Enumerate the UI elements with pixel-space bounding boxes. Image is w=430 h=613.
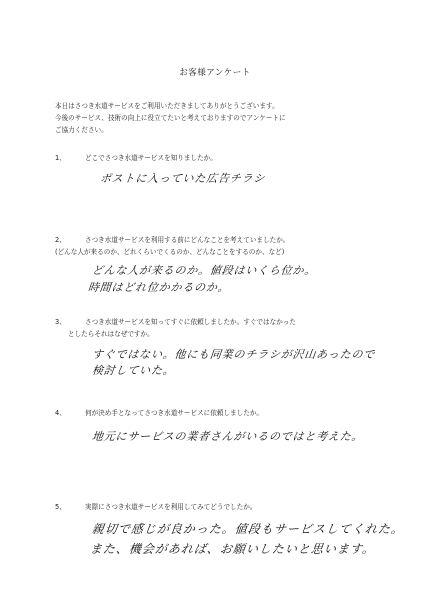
question-1 xyxy=(55,152,217,164)
answer-2-line-1: どんな人が来るのか。値段はいくら位か。 xyxy=(91,264,317,277)
answer-1: ポストに入っていた広告チラシ xyxy=(99,172,266,185)
question-text: さつき水道サービスを利用する前にどんなことを考えていましたか。 xyxy=(85,236,290,244)
question-5 xyxy=(55,501,256,513)
question-number: 5、 xyxy=(55,503,66,511)
question-2 xyxy=(55,234,289,258)
answer-5-line-1: 親切で感じが良かった。値段もサービスしてくれた。 xyxy=(91,522,405,536)
question-text: 何が決め手となってさつき水道サービスに依頼しましたか。 xyxy=(85,409,264,417)
answer-5-line-2: また、機会があれば、お願いしたいと思います。 xyxy=(89,542,376,556)
intro-text xyxy=(55,100,400,136)
intro-line: ご協力ください。 xyxy=(55,126,108,134)
question-text: (どんな人が来るのか、どれくらいでくるのか、どんなことをするのか、など) xyxy=(55,248,285,256)
question-number: 1、 xyxy=(55,154,66,162)
answer-2-line-2: 時間はどれ位かかるのか。 xyxy=(87,281,231,294)
question-text: さつき水道サービスを知ってすぐに依頼しましたか。すぐではなかった xyxy=(85,318,296,326)
question-text: 実際にさつき水道サービスを利用してみてどうでしたか。 xyxy=(85,503,257,511)
question-number: 4、 xyxy=(55,409,66,417)
question-number: 2、 xyxy=(55,236,66,244)
answer-3-line-2: 検討していた。 xyxy=(91,364,176,377)
question-4 xyxy=(55,407,263,419)
question-text: としたらそれはなぜですか。 xyxy=(68,330,154,338)
question-number: 3、 xyxy=(55,318,66,326)
question-3 xyxy=(55,316,296,340)
answer-4: 地元にサービスの業者さんがいるのではと考えた。 xyxy=(91,430,365,443)
answer-3-line-1: すぐではない。他にも同業のチラシが沢山あったので xyxy=(91,348,376,361)
page-title: お客様アンケート xyxy=(179,68,251,78)
intro-line: 本日はさつき水道サービスをご利用いただきましてありがとうございます。 xyxy=(55,102,279,110)
question-text: どこでさつき水道サービスを知りましたか。 xyxy=(85,154,217,162)
intro-line: 今後のサービス、技術の向上に役立てたいと考えておりますのでアンケートに xyxy=(55,114,286,122)
